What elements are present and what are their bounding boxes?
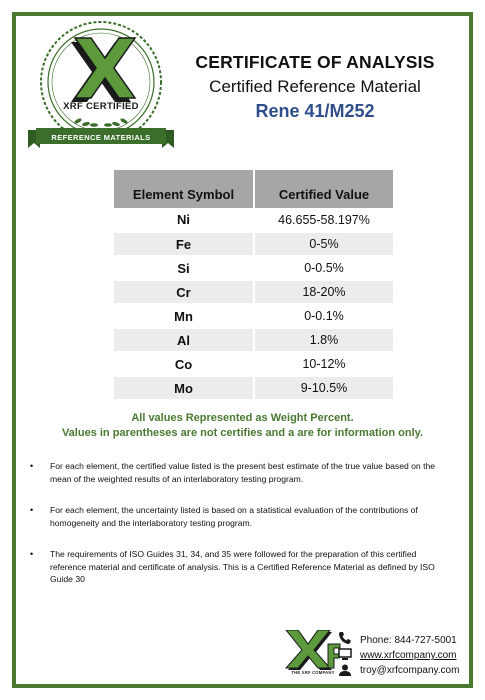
phone-number: Phone: 844-727-5001 (360, 635, 457, 646)
footer-company-tag: THE XRF COMPANY (291, 670, 335, 675)
statement-iso-guides: The requirements of ISO Guides 31, 34, and 35 were followed for the preparation of this certified reference material and certificate of analysis. This is a Certified Reference Material as defined by ISO Guide 30 (50, 549, 435, 584)
table-row (114, 232, 393, 256)
element-symbol: Si (114, 256, 254, 280)
xrf-logo-graphic (284, 630, 344, 672)
web-icon (338, 647, 352, 661)
table-header-row (114, 170, 393, 208)
email-address[interactable]: troy@xrfcompany.com (360, 665, 460, 676)
contact-info (360, 633, 470, 678)
element-symbol: Co (114, 352, 254, 376)
table-row (114, 376, 393, 400)
table-row (114, 208, 393, 232)
certified-value: 10-12% (254, 352, 393, 376)
column-header-certified-value: Certified Value (254, 170, 393, 208)
table-row (114, 280, 393, 304)
element-symbol: Mo (114, 376, 254, 400)
material-name: Rene 41/M252 (255, 101, 375, 121)
certificate-subtitle: Certified Reference Material (209, 77, 421, 96)
statement-uncertainty: For each element, the uncertainty listed is based on a statistical evaluation of the contributions of homogeneity and the interlaboratory testing program. (50, 505, 418, 528)
list-item (30, 504, 455, 529)
bullet-icon: • (30, 549, 34, 559)
element-symbol: Cr (114, 280, 254, 304)
weight-percent-notes (20, 411, 465, 441)
certification-statements (30, 460, 455, 605)
bullet-icon: • (30, 505, 34, 515)
list-item (30, 548, 455, 586)
certified-value: 1.8% (254, 328, 393, 352)
element-symbol: Ni (114, 208, 254, 232)
table-row (114, 328, 393, 352)
table-row (114, 256, 393, 280)
element-symbol: Fe (114, 232, 254, 256)
certified-value: 46.655-58.197% (254, 208, 393, 232)
certified-values-table (114, 170, 393, 401)
certificate-title: CERTIFICATE OF ANALYSIS (195, 52, 435, 72)
table-row (114, 304, 393, 328)
email-icon (338, 663, 352, 677)
xrf-certified-seal (26, 20, 176, 160)
note-line-weight-percent: All values Represented as Weight Percent. (131, 412, 354, 424)
website-link[interactable]: www.xrfcompany.com (360, 650, 457, 661)
phone-icon (338, 631, 352, 645)
certified-value: 0-0.1% (254, 304, 393, 328)
table-row (114, 352, 393, 376)
seal-certified-text: XRF CERTIFIED (63, 101, 139, 112)
contact-icons (338, 631, 354, 679)
bullet-icon: • (30, 461, 34, 471)
column-header-element-symbol: Element Symbol (114, 170, 254, 208)
certificate-header (180, 52, 450, 122)
certified-value: 18-20% (254, 280, 393, 304)
certified-value: 0-0.5% (254, 256, 393, 280)
statement-certified-value: For each element, the certified value listed is the present best estimate of the true value based on the mean of the weighted results of an interlaboratory testing program. (50, 461, 436, 484)
element-symbol: Mn (114, 304, 254, 328)
seal-banner-text: REFERENCE MATERIALS (51, 133, 151, 142)
certified-value: 9-10.5% (254, 376, 393, 400)
certified-value: 0-5% (254, 232, 393, 256)
note-line-parentheses: Values in parentheses are not certifies and a are for information only. (61, 427, 424, 439)
list-item (30, 460, 455, 485)
element-symbol: Al (114, 328, 254, 352)
